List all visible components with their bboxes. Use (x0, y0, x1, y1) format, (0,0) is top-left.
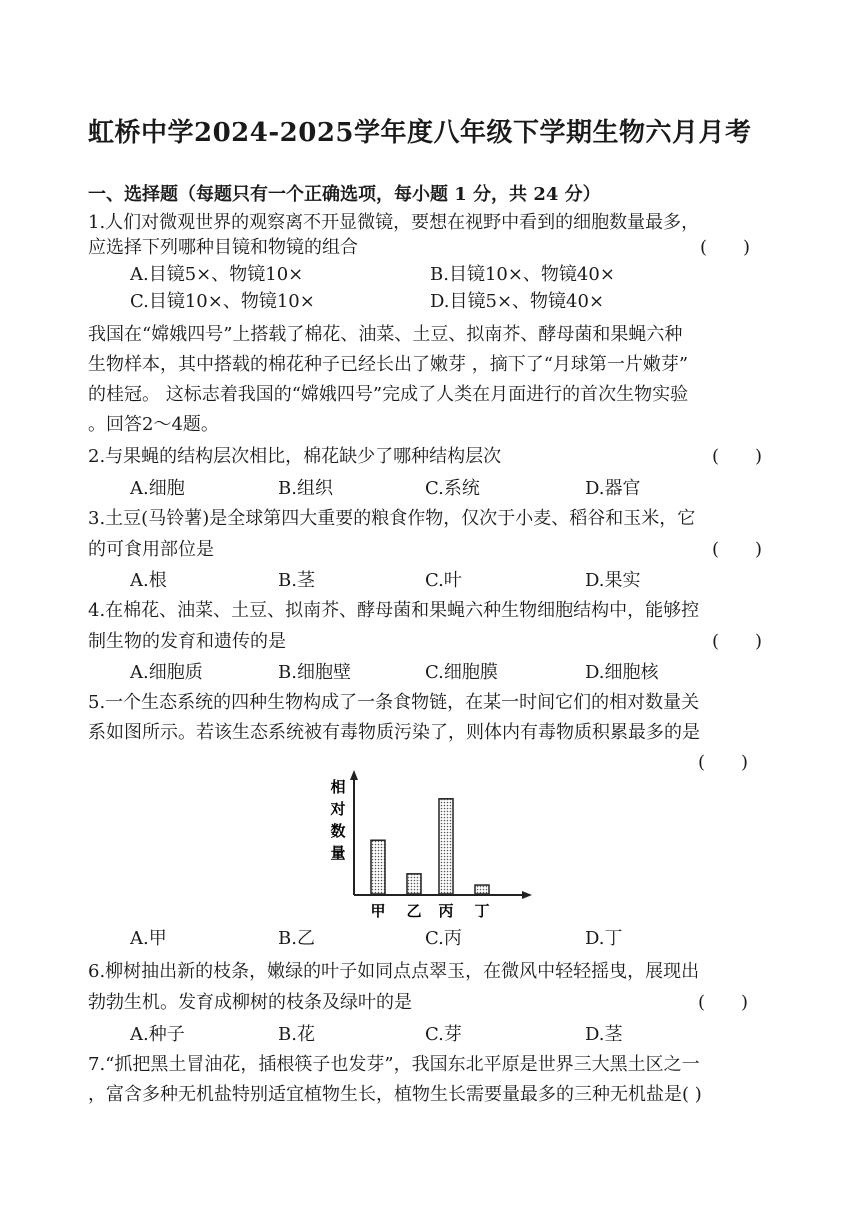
bar-chart-svg (320, 768, 550, 928)
q3-line2: 的可食用部位是 (88, 539, 214, 560)
passage-line2: 生物样本，其中搭载的棉花种子已经长出了嫩芽 ，摘下了“月球第一片嫩芽” (88, 354, 689, 375)
q4-option-a: A.细胞质 (130, 662, 203, 683)
q4-option-c: C.细胞膜 (425, 662, 498, 683)
passage-line1: 我国在“嫦娥四号”上搭载了棉花、油菜、土豆、拟南芥、酵母菌和果蝇六种 (88, 324, 683, 345)
q1-option-c: C.目镜10×、物镜10× (130, 291, 315, 312)
y-axis-label-char: 对 (330, 800, 346, 818)
q2-option-a: A.细胞 (130, 478, 185, 499)
q6-line1: 6.柳树抽出新的枝条，嫩绿的叶子如同点点翠玉，在微风中轻轻摇曳，展现出 (88, 961, 700, 982)
bar-3 (475, 885, 489, 894)
passage-line3: 的桂冠。 这标志着我国的“嫦娥四号”完成了人类在月面进行的首次生物实验 (88, 384, 689, 405)
q1-option-b: B.目镜10×、物镜40× (430, 264, 615, 285)
q7-line2: ，富含多种无机盐特别适宜植物生长，植物生长需要量最多的三种无机盐是( ) (88, 1084, 702, 1105)
y-axis-arrow (350, 770, 358, 780)
bar-2 (439, 799, 453, 894)
q7-line1: 7.“抓把黑土冒油花，插根筷子也发芽”，我国东北平原是世界三大黑土区之一 (88, 1054, 700, 1075)
q3-option-a: A.根 (130, 570, 167, 591)
x-axis-arrow (522, 891, 532, 899)
q1-option-a: A.目镜5×、物镜10× (130, 264, 304, 285)
q5-option-b: B.乙 (278, 928, 315, 949)
q6-option-a: A.种子 (130, 1024, 185, 1045)
q4-line2: 制生物的发育和遗传的是 (88, 631, 286, 652)
q4-option-b: B.细胞壁 (278, 662, 351, 683)
q3-line1: 3.土豆(马铃薯)是全球第四大重要的粮食作物，仅次于小麦、稻谷和玉米，它 (88, 508, 696, 529)
q5-option-d: D.丁 (585, 928, 623, 949)
y-axis-label-char: 相 (330, 778, 346, 796)
q3-option-b: B.茎 (278, 570, 315, 591)
q6-option-d: D.茎 (585, 1024, 623, 1045)
q3-answer-blank: ( ) (712, 539, 763, 560)
y-axis-label (329, 778, 345, 862)
x-tick-label: 丁 (474, 902, 490, 920)
q5-line2: 系如图所示。若该生态系统被有毒物质污染了，则体内有毒物质积累最多的是 (88, 722, 700, 743)
section-heading: 一、选择题（每题只有一个正确选项，每小题 1 分，共 24 分） (88, 184, 601, 205)
q6-option-b: B.花 (278, 1024, 315, 1045)
q4-answer-blank: ( ) (712, 631, 763, 652)
q6-line2: 勃勃生机。发育成柳树的枝条及绿叶的是 (88, 992, 412, 1013)
q1-line1: 1.人们对微观世界的观察离不开显微镜，要想在视野中看到的细胞数量最多， (88, 212, 700, 233)
q2-line1: 2.与果蝇的结构层次相比，棉花缺少了哪种结构层次 (88, 446, 502, 467)
x-tick-label: 乙 (406, 902, 422, 920)
q2-answer-blank: ( ) (712, 446, 763, 467)
y-axis-label-char: 量 (330, 844, 346, 862)
q1-option-d: D.目镜5×、物镜40× (430, 291, 605, 312)
q4-option-d: D.细胞核 (585, 662, 659, 683)
q5-option-c: C.丙 (425, 928, 462, 949)
bar-1 (407, 874, 421, 894)
q2-option-d: D.器官 (585, 478, 641, 499)
q1-answer-blank: ( ) (700, 237, 751, 258)
q2-option-b: B.组织 (278, 478, 333, 499)
q5-option-a: A.甲 (130, 928, 167, 949)
q4-line1: 4.在棉花、油菜、土豆、拟南芥、酵母菌和果蝇六种生物细胞结构中，能够控 (88, 600, 700, 621)
q1-line2: 应选择下列哪种目镜和物镜的组合 (88, 237, 358, 258)
q3-option-c: C.叶 (425, 570, 462, 591)
q6-option-c: C.芽 (425, 1024, 462, 1045)
exam-title: 虹桥中学2024-2025学年度八年级下学期生物六月月考 (88, 118, 752, 148)
q6-answer-blank: ( ) (698, 992, 749, 1013)
q3-option-d: D.果实 (585, 570, 641, 591)
x-tick-label: 丙 (438, 902, 454, 920)
y-axis-label-char: 数 (330, 822, 346, 840)
q5-answer-blank: ( ) (698, 752, 749, 773)
q2-option-c: C.系统 (425, 478, 480, 499)
x-tick-label: 甲 (370, 902, 386, 920)
bar-0 (371, 840, 385, 894)
food-chain-chart (320, 768, 550, 928)
passage-line4: 。回答2～4题。 (88, 414, 219, 435)
q5-line1: 5.一个生态系统的四种生物构成了一条食物链，在某一时间它们的相对数量关 (88, 692, 700, 713)
